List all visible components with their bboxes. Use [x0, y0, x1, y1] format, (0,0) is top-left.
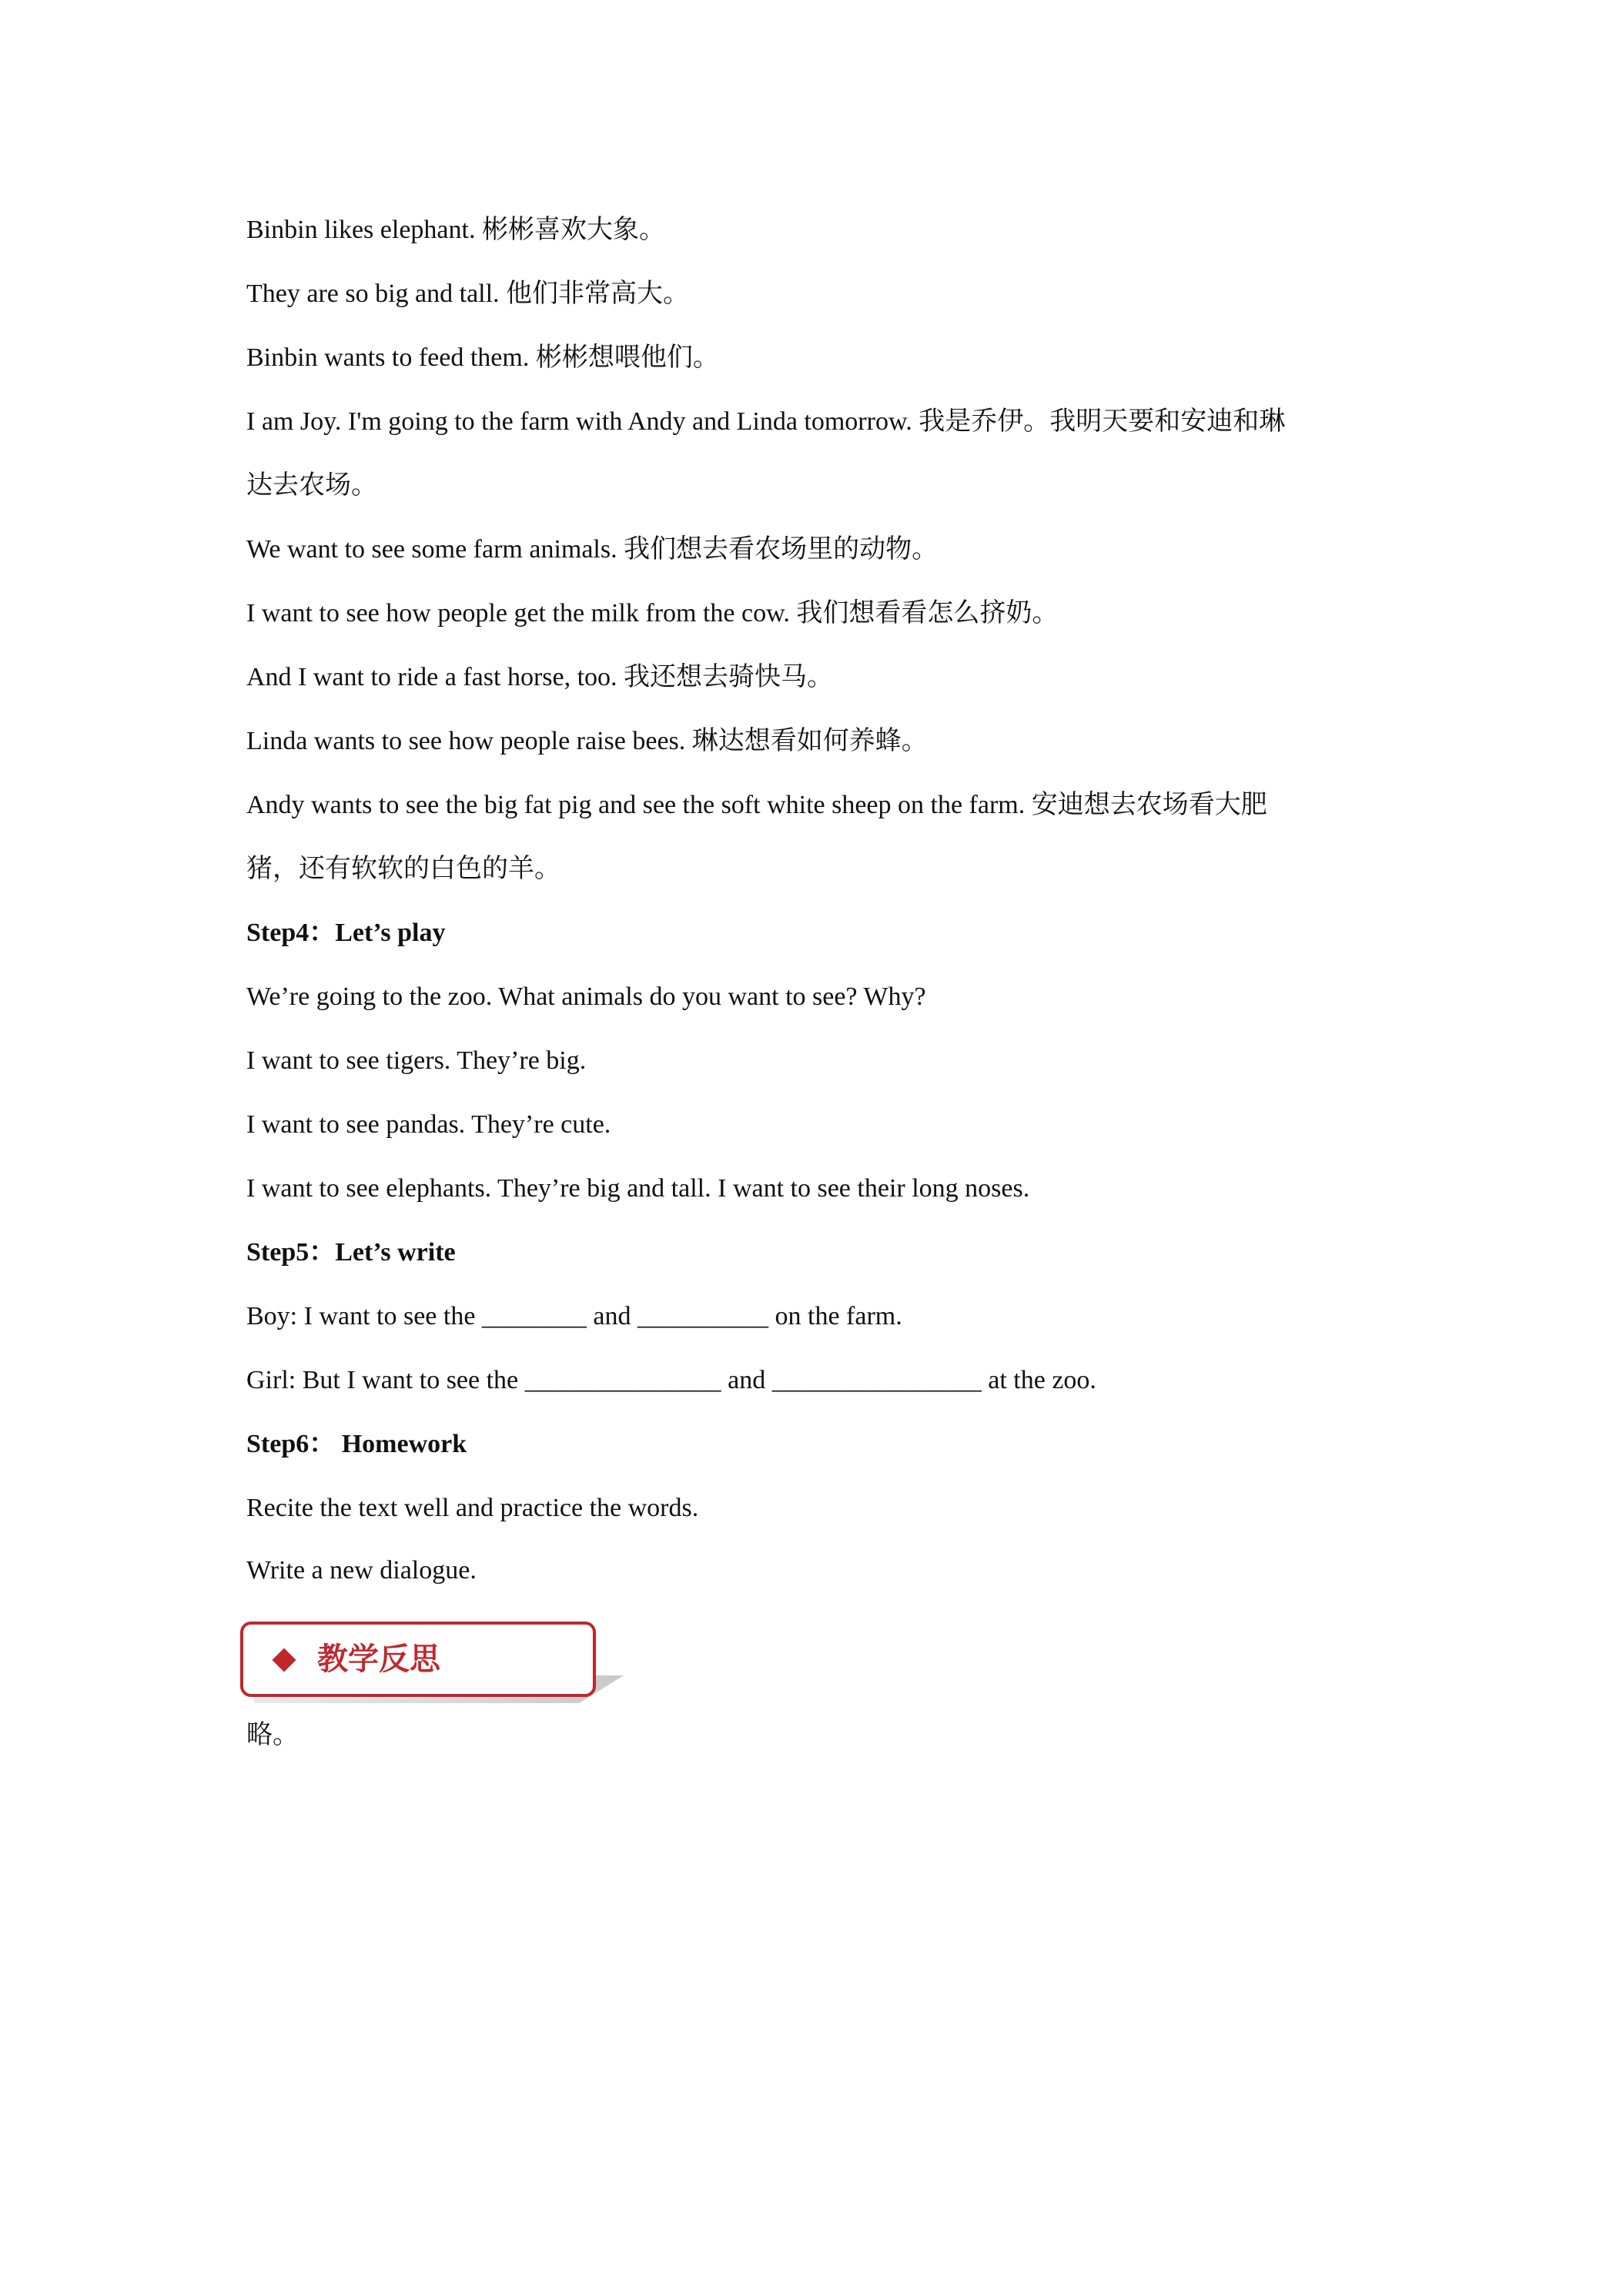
text-line: Write a new dialogue.	[246, 1556, 477, 1585]
reflection-heading-box	[240, 1622, 596, 1697]
reflection-content: 略。	[246, 1721, 299, 1749]
text-line: I want to see how people get the milk from the cow. 我们想看看怎么挤奶。	[246, 599, 1059, 628]
reflection-title: 教学反思	[317, 1642, 440, 1677]
text-line: Binbin likes elephant. 彬彬喜欢大象。	[246, 216, 665, 244]
text-line: I want to see elephants. They’re big and tall. I want to see their long noses.	[246, 1174, 1030, 1203]
step5-heading: Step5：Let’s write	[246, 1238, 456, 1267]
text-line: Boy: I want to see the ________ and __________ on the farm.	[246, 1302, 902, 1330]
text-line: Girl: But I want to see the _______________ and ________________ at the zoo.	[246, 1366, 1096, 1394]
text-line: I am Joy. I'm going to the farm with Andy and Linda tomorrow. 我是乔伊。我明天要和安迪和琳	[246, 407, 1286, 436]
diamond-bullet-icon	[272, 1648, 296, 1672]
text-line: I want to see pandas. They’re cute.	[246, 1110, 611, 1139]
text-line: Linda wants to see how people raise bees. 琳达想看如何养蜂。	[246, 727, 928, 755]
text-line: 达去农场。	[246, 471, 377, 500]
text-line: Recite the text well and practice the words.	[246, 1494, 699, 1522]
text-line: Andy wants to see the big fat pig and see the soft white sheep on the farm. 安迪想去农场看大肥	[246, 791, 1267, 819]
text-line: I want to see tigers. They’re big.	[246, 1046, 587, 1075]
step6-heading: Step6： Homework	[246, 1430, 467, 1458]
step4-heading: Step4：Let’s play	[246, 919, 446, 947]
text-line: We’re going to the zoo. What animals do you want to see? Why?	[246, 982, 926, 1011]
text-line: And I want to ride a fast horse, too. 我还想去骑快马。	[246, 663, 834, 691]
text-line: They are so big and tall. 他们非常高大。	[246, 279, 690, 308]
text-line: Binbin wants to feed them. 彬彬想喂他们。	[246, 343, 719, 372]
text-line: 猪，还有软软的白色的羊。	[246, 855, 561, 883]
text-line: We want to see some farm animals. 我们想去看农场里的动物。	[246, 535, 939, 564]
